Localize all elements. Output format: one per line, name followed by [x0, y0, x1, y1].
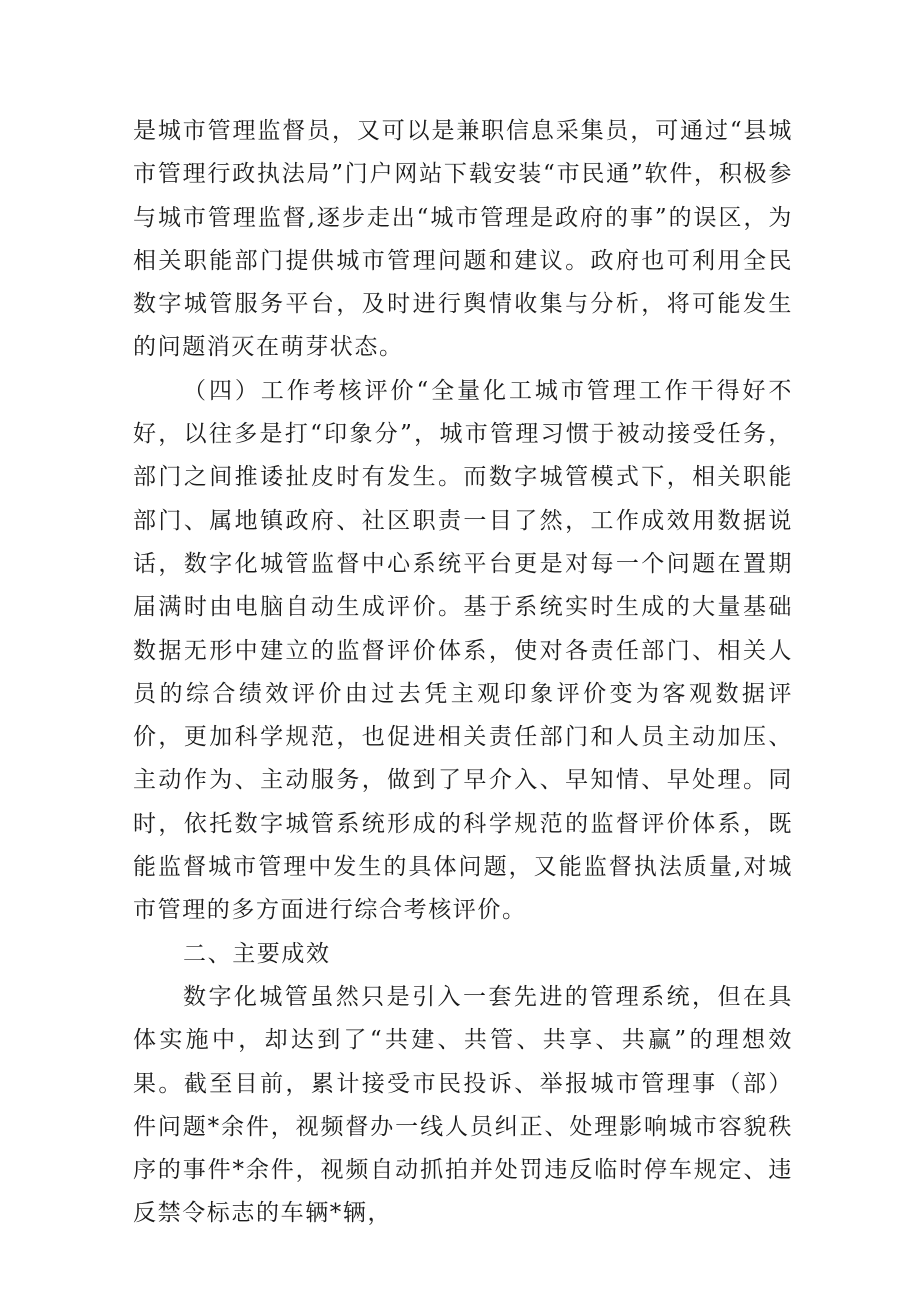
paragraph-citizen-supervision: 是城市管理监督员，又可以是兼职信息采集员，可通过“县城市管理行政执法局”门户网站下载安装“市民通”软件，积极参与城市管理监督,逐步走出“城市管理是政府的事”的误区，为相关职能部门提供城市管理问题和建议。政府也可利用全民数字城管服务平台，及时进行舆情收集与分析，将可能发生的问题消灭在萌芽状态。: [133, 118, 793, 361]
document-body: [133, 110, 793, 1236]
section-heading-main-results: 二、主要成效: [183, 940, 331, 967]
paragraph-main-results: 数字化城管虽然只是引入一套先进的管理系统，但在具体实施中，却达到了“共建、共管、共享、共赢”的理想效果。截至目前，累计接受市民投诉、举报城市管理事（部）件问题*余件，视频督办一线人员纠正、处理影响城市容貌秩序的事件*余件，视频自动抓拍并处罚违反临时停车规定、违反禁令标志的车辆*辆，: [133, 983, 793, 1227]
paragraph-work-assessment: （四）工作考核评价“全量化工城市管理工作干得好不好，以往多是打“印象分”，城市管理习惯于被动接受任务，部门之间推诿扯皮时有发生。而数字城管模式下，相关职能部门、属地镇政府、社区职责一目了然，工作成效用数据说话，数字化城管监督中心系统平台更是对每一个问题在置期届满时由电脑自动生成评价。基于系统实时生成的大量基础数据无形中建立的监督评价体系，使对各责任部门、相关人员的综合绩效评价由过去凭主观印象评价变为客观数据评价，更加科学规范，也促进相关责任部门和人员主动加压、主动作为、主动服务，做到了早介入、早知情、早处理。同时，依托数字城管系统形成的科学规范的监督评价体系，既能监督城市管理中发生的具体问题，又能监督执法质量,对城市管理的多方面进行综合考核评价。: [133, 377, 793, 924]
